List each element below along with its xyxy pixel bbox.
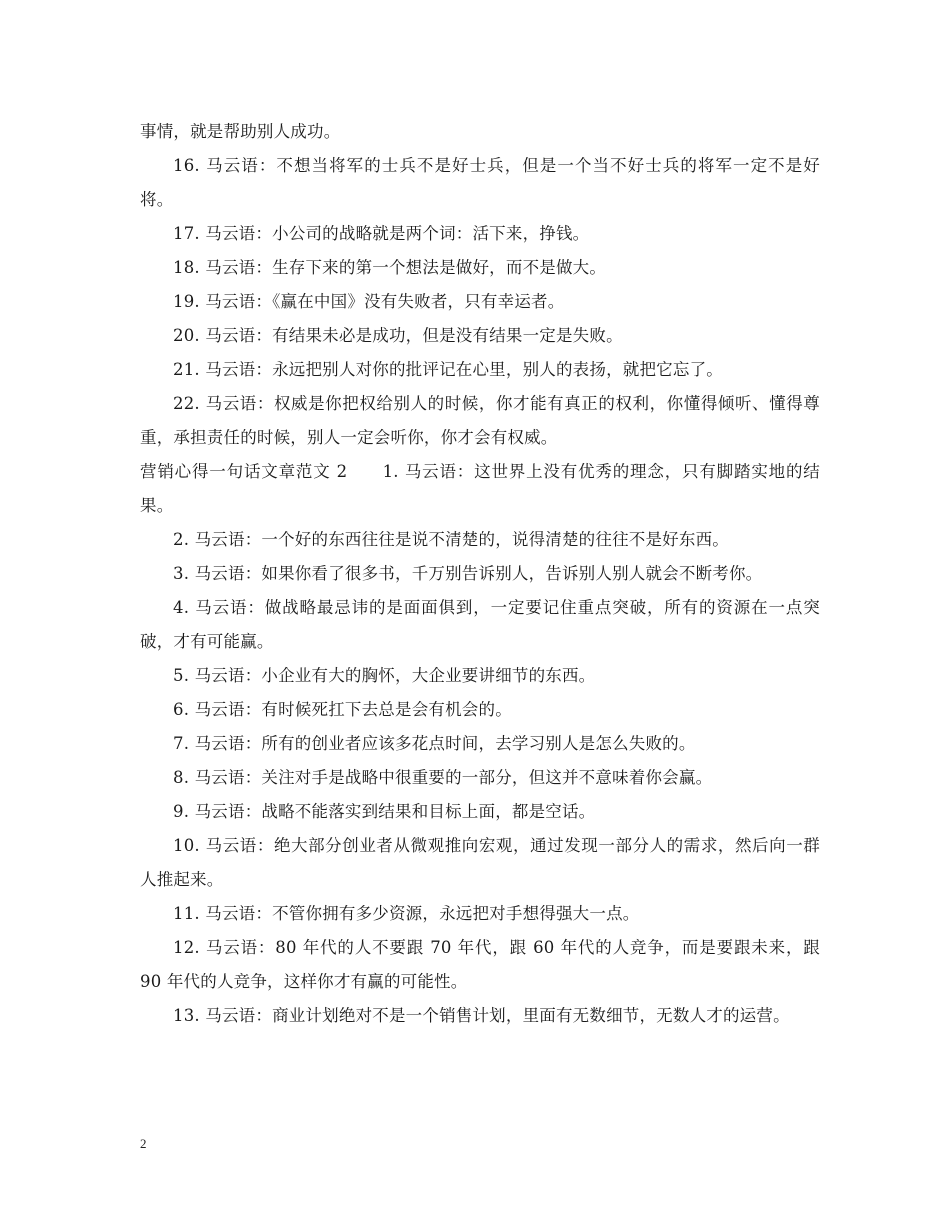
paragraph-19: 12. 马云语：80 年代的人不要跟 70 年代，跟 60 年代的人竞争，而是要跟未来，跟 90 年代的人竞争，这样你才有赢的可能性。	[140, 938, 820, 991]
paragraph-9: 2. 马云语：一个好的东西往往是说不清楚的，说得清楚的往往不是好东西。	[173, 530, 729, 549]
paragraph-18: 11. 马云语：不管你拥有多少资源，永远把对手想得强大一点。	[173, 904, 640, 923]
paragraph-3: 18. 马云语：生存下来的第一个想法是做好，而不是做大。	[173, 258, 607, 277]
paragraph-14: 7. 马云语：所有的创业者应该多花点时间，去学习别人是怎么失败的。	[173, 734, 696, 753]
paragraph-15: 8. 马云语：关注对手是战略中很重要的一部分，但这并不意味着你会赢。	[173, 768, 713, 787]
paragraph-10: 3. 马云语：如果你看了很多书，千万别告诉别人，告诉别人别人就会不断考你。	[173, 564, 763, 583]
paragraph-8: 营销心得一句话文章范文 2 1. 马云语：这世界上没有优秀的理念，只有脚踏实地的结果。	[140, 462, 820, 515]
paragraph-4: 19. 马云语：《赢在中国》没有失败者，只有幸运者。	[173, 292, 565, 311]
paragraph-1: 16. 马云语：不想当将军的士兵不是好士兵，但是一个当不好士兵的将军一定不是好将。	[140, 156, 820, 209]
paragraph-2: 17. 马云语：小公司的战略就是两个词：活下来，挣钱。	[173, 224, 590, 243]
paragraph-7: 22. 马云语：权威是你把权给别人的时候，你才能有真正的权利，你懂得倾听、懂得尊重，承担责任的时候，别人一定会听你，你才会有权威。	[140, 394, 820, 447]
paragraph-12: 5. 马云语：小企业有大的胸怀，大企业要讲细节的东西。	[173, 666, 596, 685]
paragraph-0: 事情，就是帮助别人成功。	[140, 122, 341, 141]
paragraph-17: 10. 马云语：绝大部分创业者从微观推向宏观，通过发现一部分人的需求，然后向一群人推起来。	[140, 836, 820, 889]
paragraph-6: 21. 马云语：永远把别人对你的批评记在心里，别人的表扬，就把它忘了。	[173, 360, 723, 379]
paragraph-13: 6. 马云语：有时候死扛下去总是会有机会的。	[173, 700, 512, 719]
paragraph-11: 4. 马云语：做战略最忌讳的是面面俱到，一定要记住重点突破，所有的资源在一点突破，才有可能赢。	[140, 598, 820, 651]
paragraph-16: 9. 马云语：战略不能落实到结果和目标上面，都是空话。	[173, 802, 596, 821]
page-number: 2	[140, 1136, 147, 1151]
paragraph-5: 20. 马云语：有结果未必是成功，但是没有结果一定是失败。	[173, 326, 623, 345]
paragraph-20: 13. 马云语：商业计划绝对不是一个销售计划，里面有无数细节，无数人才的运营。	[173, 1006, 790, 1025]
document-body	[140, 115, 820, 1033]
